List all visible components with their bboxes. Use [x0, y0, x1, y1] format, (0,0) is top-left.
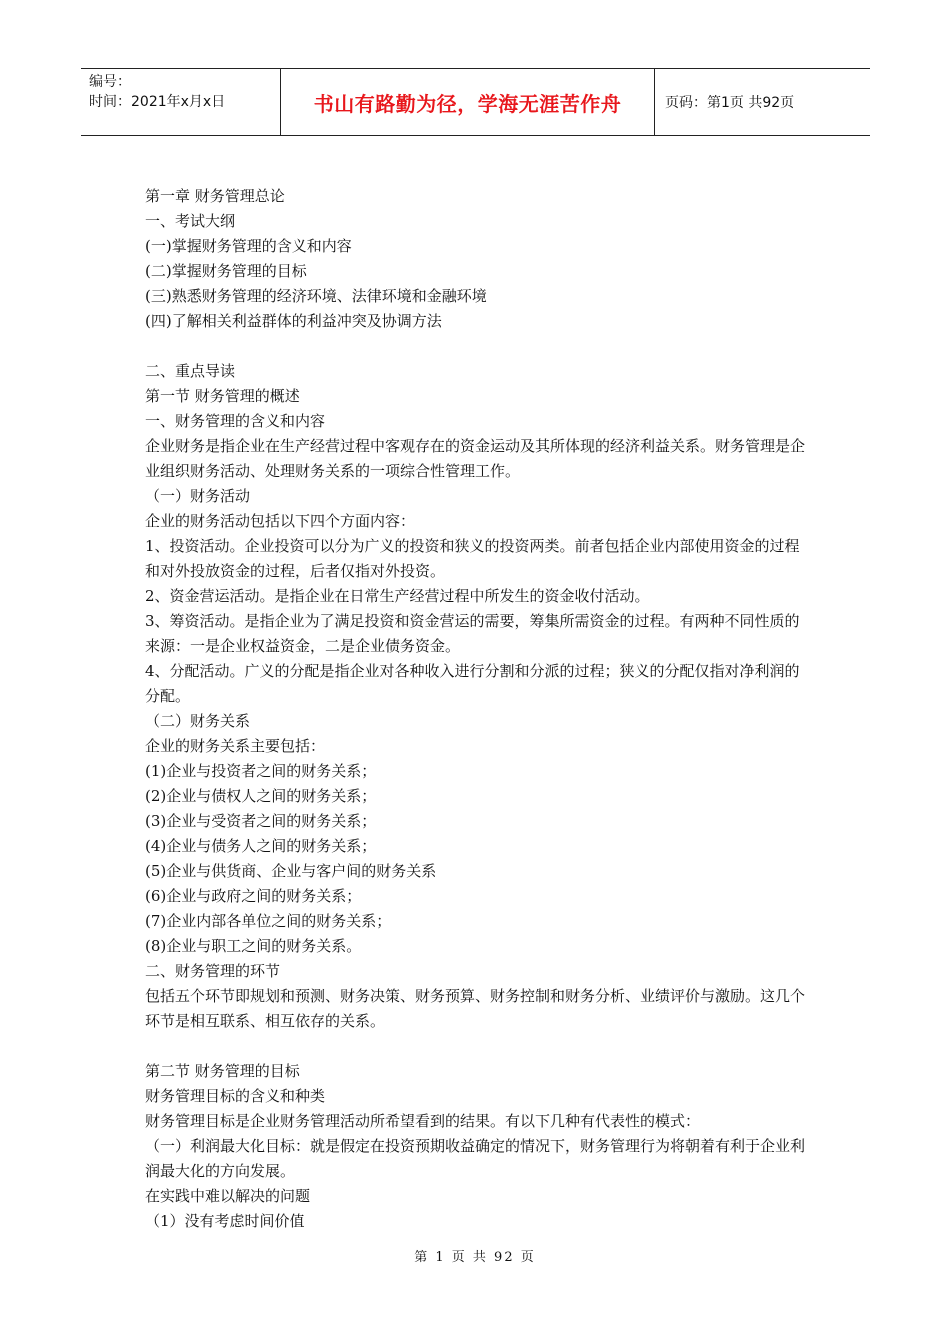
- paragraph: 第二节 财务管理的目标: [145, 1062, 300, 1080]
- document-body: [145, 184, 810, 1234]
- paragraph: (5)企业与供货商、企业与客户间的财务关系: [145, 862, 437, 880]
- paragraph: (三)熟悉财务管理的经济环境、法律环境和金融环境: [145, 287, 487, 305]
- paragraph: (1)企业与投资者之间的财务关系；: [145, 762, 377, 780]
- page-footer: 第 1 页 共 92 页: [414, 1250, 536, 1265]
- paragraph: 在实践中难以解决的问题: [145, 1187, 311, 1205]
- paragraph: 企业的财务关系主要包括：: [145, 737, 326, 755]
- paragraph: (4)企业与债务人之间的财务关系；: [145, 837, 377, 855]
- header-meta: [81, 69, 281, 135]
- paragraph: (7)企业内部各单位之间的财务关系；: [145, 912, 392, 930]
- paragraph: 第一章 财务管理总论: [145, 187, 285, 205]
- doc-code-label: 编号：: [89, 74, 131, 90]
- paragraph-spacer: [145, 1034, 810, 1059]
- paragraph: 包括五个环节即规划和预测、财务决策、财务预算、财务控制和财务分析、业绩评价与激励。这几个环节是相互联系、相互依存的关系。: [145, 987, 806, 1030]
- paragraph: (6)企业与政府之间的财务关系；: [145, 887, 362, 905]
- page-header: [81, 68, 870, 136]
- paragraph: （1）没有考虑时间价值: [145, 1212, 305, 1230]
- paragraph: 财务管理目标是企业财务管理活动所希望看到的结果。有以下几种有代表性的模式：: [145, 1112, 701, 1130]
- header-page-info: 页码：第1页 共92页: [665, 95, 795, 111]
- paragraph: 4、分配活动。广义的分配是指企业对各种收入进行分割和分派的过程；狭义的分配仅指对净利润的分配。: [145, 662, 800, 705]
- paragraph: 二、财务管理的环节: [145, 962, 281, 980]
- paragraph: 财务管理目标的含义和种类: [145, 1087, 326, 1105]
- paragraph: 3、筹资活动。是指企业为了满足投资和资金营运的需要，筹集所需资金的过程。有两种不同性质的来源：一是企业权益资金，二是企业债务资金。: [145, 612, 800, 655]
- paragraph: （一）利润最大化目标：就是假定在投资预期收益确定的情况下，财务管理行为将朝着有利于企业利润最大化的方向发展。: [145, 1137, 806, 1180]
- header-motto: 书山有路勤为径，学海无涯苦作舟: [281, 69, 655, 135]
- paragraph: （二）财务关系: [145, 712, 251, 730]
- paragraph: 企业财务是指企业在生产经营过程中客观存在的资金运动及其所体现的经济利益关系。财务管理是企业组织财务活动、处理财务关系的一项综合性管理工作。: [145, 437, 806, 480]
- paragraph: 第一节 财务管理的概述: [145, 387, 300, 405]
- paragraph: 2、资金营运活动。是指企业在日常生产经营过程中所发生的资金收付活动。: [145, 587, 650, 605]
- paragraph: 一、考试大纲: [145, 212, 236, 230]
- doc-date-label: 时间：2021年x月x日: [89, 94, 226, 110]
- paragraph: (一)掌握财务管理的含义和内容: [145, 237, 352, 255]
- paragraph: (3)企业与受资者之间的财务关系；: [145, 812, 377, 830]
- paragraph: （一）财务活动: [145, 487, 251, 505]
- paragraph: 一、财务管理的含义和内容: [145, 412, 326, 430]
- paragraph: (二)掌握财务管理的目标: [145, 262, 307, 280]
- paragraph-spacer: [145, 334, 810, 359]
- paragraph: (8)企业与职工之间的财务关系。: [145, 937, 362, 955]
- paragraph: (四)了解相关利益群体的利益冲突及协调方法: [145, 312, 442, 330]
- paragraph: 企业的财务活动包括以下四个方面内容：: [145, 512, 416, 530]
- paragraph: (2)企业与债权人之间的财务关系；: [145, 787, 377, 805]
- paragraph: 1、投资活动。企业投资可以分为广义的投资和狭义的投资两类。前者包括企业内部使用资金的过程和对外投放资金的过程，后者仅指对外投资。: [145, 537, 800, 580]
- paragraph: 二、重点导读: [145, 362, 236, 380]
